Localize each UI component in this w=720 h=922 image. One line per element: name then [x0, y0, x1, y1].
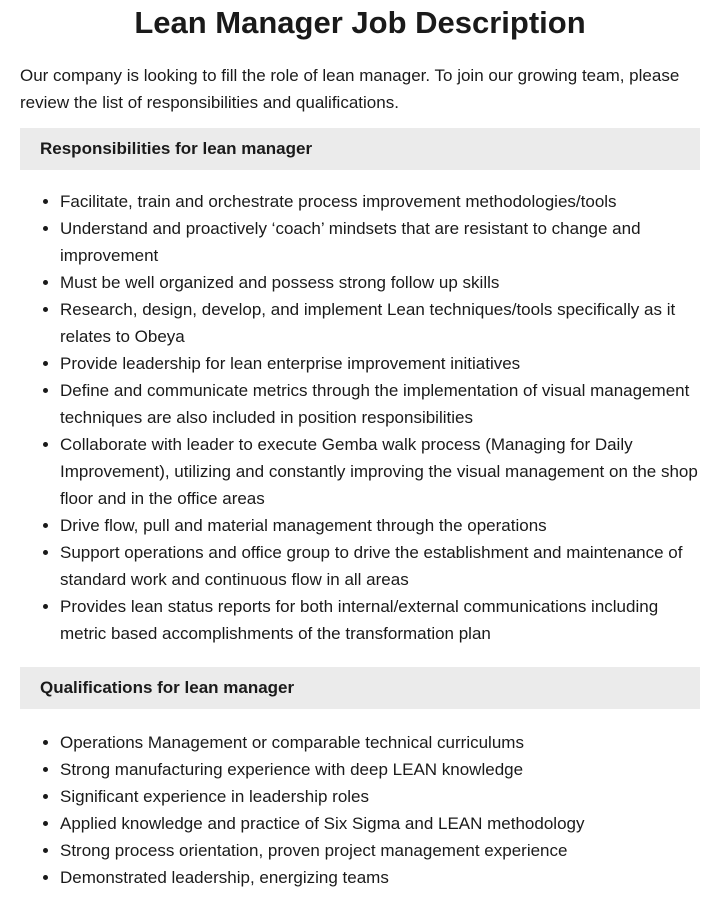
list-item: • Drive flow, pull and material management through the operations [60, 512, 700, 539]
list-item: • Facilitate, train and orchestrate process improvement methodologies/tools [60, 188, 700, 215]
list-item: • Demonstrated leadership, energizing teams [60, 864, 700, 891]
intro-text: Our company is looking to fill the role of lean manager. To join our growing team, please review the list of responsibilities and qualifications. [20, 66, 680, 112]
list-item: • Must be well organized and possess strong follow up skills [60, 269, 700, 296]
qualifications-list [20, 729, 700, 891]
list-item: • Support operations and office group to drive the establishment and maintenance of standard work and continuous flow in all areas [60, 539, 700, 593]
list-item: • Applied knowledge and practice of Six Sigma and LEAN methodology [60, 810, 700, 837]
list-item: • Define and communicate metrics through the implementation of visual management techniques are also included in position responsibilities [60, 377, 700, 431]
list-item: • Significant experience in leadership roles [60, 783, 700, 810]
list-item: • Strong manufacturing experience with deep LEAN knowledge [60, 756, 700, 783]
responsibilities-list [20, 188, 700, 647]
page-title: Lean Manager Job Description [134, 5, 586, 40]
responsibilities-heading: Responsibilities for lean manager [20, 128, 700, 170]
qualifications-heading: Qualifications for lean manager [20, 667, 700, 709]
list-item: • Provides lean status reports for both internal/external communications including metric based accomplishments of the transformation plan [60, 593, 700, 647]
list-item: • Provide leadership for lean enterprise improvement initiatives [60, 350, 700, 377]
list-item: • Collaborate with leader to execute Gemba walk process (Managing for Daily Improvement), utilizing and constantly improving the visual management on the shop floor and in the office areas [60, 431, 700, 512]
list-item: • Understand and proactively ‘coach’ mindsets that are resistant to change and improvement [60, 215, 700, 269]
list-item: • Strong process orientation, proven project management experience [60, 837, 700, 864]
list-item: • Operations Management or comparable technical curriculums [60, 729, 700, 756]
list-item: • Research, design, develop, and implement Lean techniques/tools specifically as it relates to Obeya [60, 296, 700, 350]
